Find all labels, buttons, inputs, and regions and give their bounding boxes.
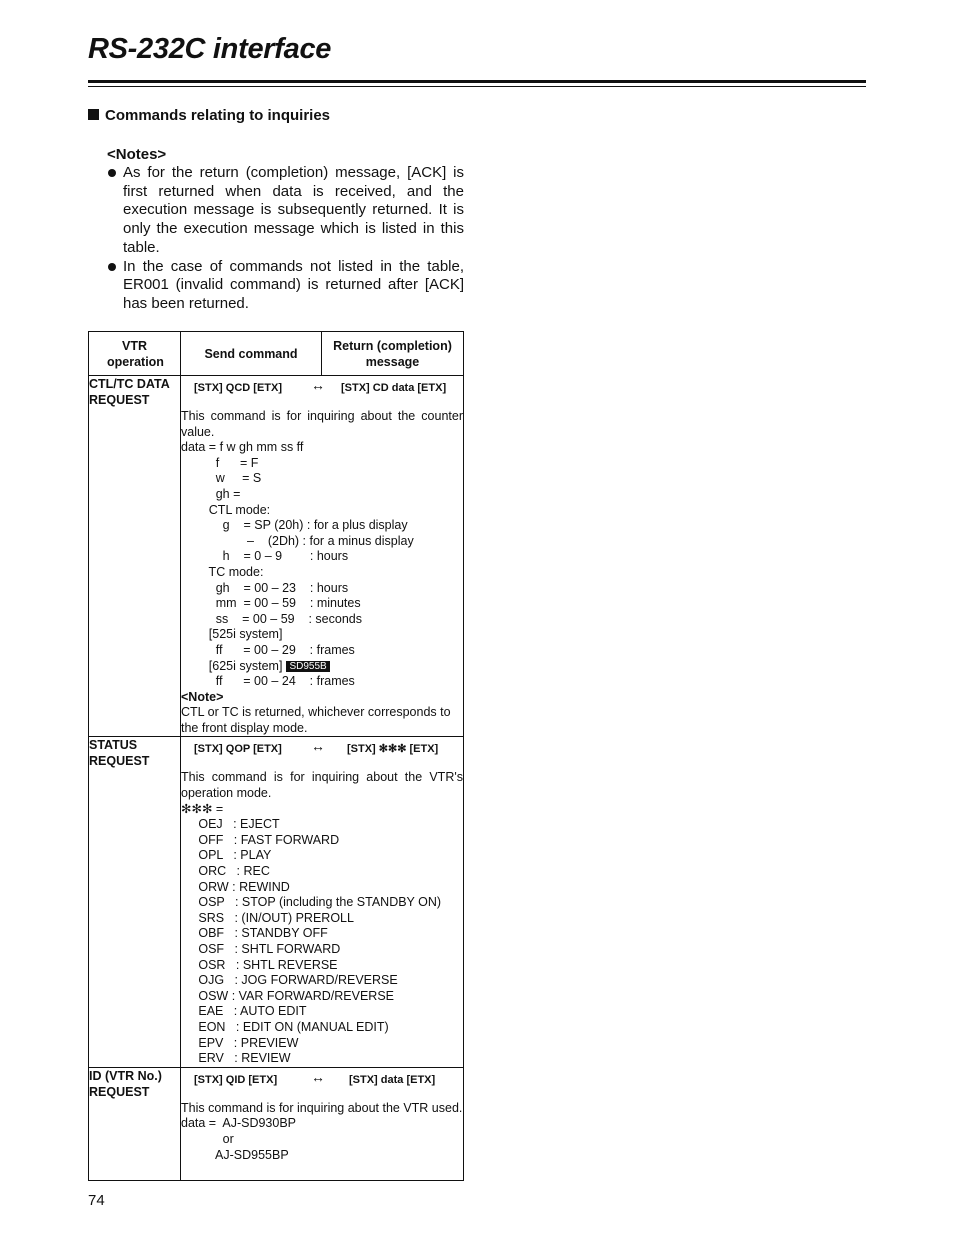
- detail-line: OSW : VAR FORWARD/REVERSE: [181, 988, 394, 1003]
- command-description: This command is for inquiring about the VTR's operation mode.: [181, 770, 463, 801]
- bullet-icon: [108, 263, 116, 271]
- detail-line: data = AJ-SD930BP: [181, 1116, 297, 1131]
- square-bullet-icon: [88, 109, 99, 120]
- title-rule-thick: [88, 80, 866, 83]
- section-heading-text: Commands relating to inquiries: [105, 107, 331, 124]
- command-line: [181, 737, 463, 761]
- detail-line: h = 0 – 9 : hours: [181, 549, 349, 564]
- detail-line-with-badge: [181, 659, 463, 675]
- command-description: This command is for inquiring about the VTR used.: [181, 1100, 463, 1115]
- operation-name: CTL/TC DATA REQUEST: [89, 376, 181, 737]
- detail-line: ERV : REVIEW: [181, 1051, 291, 1066]
- command-line: [181, 1068, 463, 1092]
- command-cell: [181, 376, 464, 737]
- table-row: [89, 376, 464, 737]
- model-badge: SD955B: [286, 661, 329, 672]
- command-cell: [181, 737, 464, 1067]
- note-text: CTL or TC is returned, whichever corresponds to the front display mode.: [181, 705, 451, 735]
- detail-line: OJG : JOG FORWARD/REVERSE: [181, 973, 398, 988]
- return-message: [STX] ✻✻✻ [ETX]: [347, 743, 439, 756]
- detail-line: OBF : STANDBY OFF: [181, 926, 328, 941]
- bidirectional-arrow-icon: ↔: [311, 738, 325, 755]
- detail-line: OSF : SHTL FORWARD: [181, 942, 341, 956]
- detail-line: OPL : PLAY: [181, 848, 272, 863]
- detail-line: EAE : AUTO EDIT: [181, 1004, 307, 1019]
- detail-line: [625i system]: [181, 658, 283, 673]
- header-vtr-operation: VTR operation: [89, 332, 181, 376]
- page-title: RS-232C interface: [88, 33, 332, 65]
- detail-line: ff = 00 – 24 : frames: [181, 674, 355, 689]
- detail-line: SRS : (IN/OUT) PREROLL: [181, 910, 354, 925]
- detail-line: gh = 00 – 23 : hours: [181, 580, 349, 595]
- page-number: 74: [88, 1192, 105, 1209]
- detail-line: mm = 00 – 59 : minutes: [181, 596, 361, 611]
- detail-line: – (2Dh) : for a minus display: [181, 533, 414, 548]
- send-command: [STX] QOP [ETX]: [194, 743, 282, 756]
- command-cell: [181, 1067, 464, 1180]
- bullet-icon: [108, 169, 116, 177]
- detail-line: gh =: [181, 486, 241, 501]
- header-return-message: Return (completion) message: [322, 332, 464, 376]
- section-heading: [88, 107, 330, 124]
- notes-list: [107, 164, 464, 314]
- note-text: In the case of commands not listed in the table, ER001 (invalid command) is returned after [ACK] has been returned.: [123, 257, 464, 312]
- notes-heading: <Notes>: [107, 146, 167, 163]
- table-row: [89, 737, 464, 1067]
- detail-line: ss = 00 – 59 : seconds: [181, 611, 362, 626]
- detail-line: or: [181, 1131, 234, 1146]
- detail-line: ORC : REC: [181, 864, 270, 879]
- header-send-command: Send command: [181, 332, 322, 376]
- detail-line: OFF : FAST FORWARD: [181, 832, 340, 847]
- detail-line: data = f w gh mm ss ff: [181, 440, 304, 455]
- table-row: [89, 1067, 464, 1180]
- bidirectional-arrow-icon: ↔: [311, 1068, 325, 1085]
- detail-line: EPV : PREVIEW: [181, 1035, 299, 1050]
- bidirectional-arrow-icon: ↔: [311, 377, 325, 393]
- detail-line: ORW : REWIND: [181, 879, 290, 894]
- detail-line: OEJ : EJECT: [181, 817, 280, 832]
- detail-line: f = F: [181, 455, 259, 470]
- return-message: [STX] data [ETX]: [349, 1073, 436, 1086]
- operation-name: STATUS REQUEST: [89, 737, 181, 1067]
- detail-line: TC mode:: [181, 564, 264, 579]
- note-item: [107, 164, 464, 258]
- detail-line: ✻✻✻ =: [181, 801, 224, 816]
- detail-line: CTL mode:: [181, 502, 271, 517]
- detail-line: [525i system]: [181, 627, 283, 642]
- note-heading: <Note>: [181, 689, 224, 704]
- operation-name: ID (VTR No.) REQUEST: [89, 1067, 181, 1180]
- command-table: [88, 331, 464, 1181]
- table-header-row: [89, 332, 464, 376]
- note-text: As for the return (completion) message, [ACK] is first returned when data is received, and the execution message is subsequently returned. It is only the execution message which is listed in this table.: [123, 164, 464, 256]
- detail-line: ff = 00 – 29 : frames: [181, 642, 355, 657]
- detail-line: AJ-SD955BP: [181, 1147, 289, 1162]
- detail-line: g = SP (20h) : for a plus display: [181, 518, 408, 533]
- send-command: [STX] QCD [ETX]: [194, 382, 282, 394]
- return-message: [STX] CD data [ETX]: [341, 382, 447, 394]
- detail-line: EON : EDIT ON (MANUAL EDIT): [181, 1019, 389, 1034]
- note-item: [107, 258, 464, 314]
- detail-line: OSP : STOP (including the STANDBY ON): [181, 895, 442, 910]
- detail-line: OSR : SHTL REVERSE: [181, 957, 338, 972]
- title-rule-thin: [88, 86, 866, 87]
- send-command: [STX] QID [ETX]: [194, 1073, 278, 1086]
- command-description: This command is for inquiring about the counter value.: [181, 409, 463, 439]
- command-line: [181, 376, 463, 400]
- detail-line: w = S: [181, 471, 262, 486]
